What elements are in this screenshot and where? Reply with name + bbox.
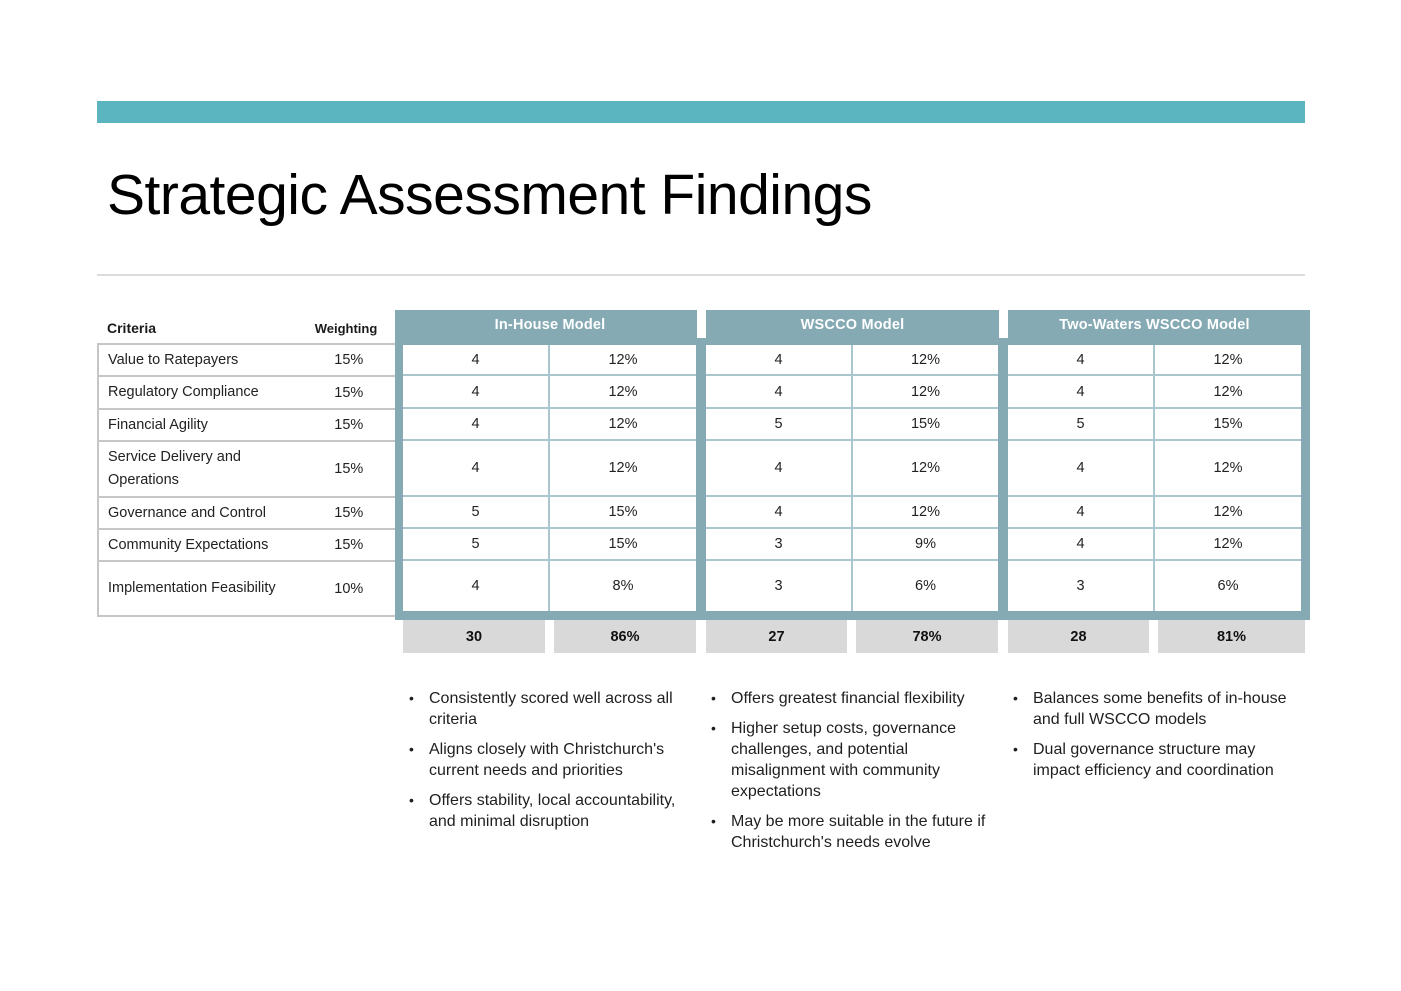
total-pct-two-waters: 81% bbox=[1158, 620, 1305, 653]
score-cell: 4 bbox=[706, 497, 853, 527]
criteria-name: Governance and Control bbox=[108, 504, 266, 521]
note-item bbox=[1011, 688, 1296, 730]
criteria-weight: 10% bbox=[334, 580, 364, 597]
model-table-wscco bbox=[706, 345, 998, 611]
criteria-row bbox=[99, 345, 395, 377]
score-cell: 4 bbox=[1008, 441, 1155, 495]
model-table-in-house bbox=[403, 345, 696, 611]
score-row bbox=[403, 376, 696, 409]
note-item bbox=[407, 790, 692, 832]
bullet-icon: • bbox=[409, 741, 414, 757]
weighted-cell: 12% bbox=[608, 460, 638, 476]
bullet-icon: • bbox=[409, 792, 414, 808]
criteria-weight: 15% bbox=[334, 417, 364, 433]
weighted-cell: 12% bbox=[1213, 351, 1243, 368]
criteria-weight: 15% bbox=[334, 537, 364, 553]
criteria-weight: 15% bbox=[334, 352, 364, 368]
bullet-icon: • bbox=[1013, 690, 1018, 706]
score-row bbox=[1008, 529, 1301, 561]
notes-in-house bbox=[407, 688, 692, 841]
score-row bbox=[1008, 376, 1301, 409]
header-gap bbox=[999, 310, 1008, 338]
weighted-cell: 6% bbox=[915, 578, 936, 594]
score-cell: 4 bbox=[1008, 376, 1155, 407]
criteria-row bbox=[99, 377, 395, 410]
bullet-icon: • bbox=[1013, 741, 1018, 757]
score-cell: 4 bbox=[403, 441, 550, 495]
title-divider bbox=[97, 274, 1305, 276]
notes-wscco bbox=[709, 688, 994, 862]
score-row bbox=[403, 409, 696, 441]
criteria-row bbox=[99, 562, 395, 617]
criteria-header: Criteria bbox=[107, 320, 157, 336]
model-header-in-house: In-House Model bbox=[494, 316, 606, 333]
score-row bbox=[403, 345, 696, 376]
weighted-cell: 12% bbox=[910, 460, 941, 476]
score-cell: 4 bbox=[1008, 529, 1155, 559]
bullet-icon: • bbox=[711, 720, 716, 736]
score-cell: 3 bbox=[706, 529, 853, 559]
score-row bbox=[706, 497, 998, 529]
criteria-name: Financial Agility bbox=[108, 416, 208, 433]
weighted-cell: 12% bbox=[1213, 504, 1243, 520]
score-cell: 4 bbox=[706, 376, 853, 407]
score-row bbox=[706, 441, 998, 497]
criteria-name: Community Expectations bbox=[108, 536, 269, 553]
weighted-cell: 12% bbox=[1213, 383, 1243, 400]
bullet-icon: • bbox=[409, 690, 414, 706]
score-row bbox=[1008, 441, 1301, 497]
weighted-cell: 12% bbox=[608, 351, 638, 368]
note-text: Aligns closely with Christchurch's current needs and priorities bbox=[429, 741, 665, 779]
weighted-cell: 12% bbox=[608, 383, 638, 400]
score-row bbox=[1008, 561, 1301, 611]
note-text: Consistently scored well across all criteria bbox=[429, 690, 673, 728]
score-cell: 4 bbox=[706, 441, 853, 495]
bullet-icon: • bbox=[711, 813, 716, 829]
note-text: Offers greatest financial flexibility bbox=[731, 690, 965, 707]
weighting-header: Weighting bbox=[314, 320, 378, 336]
score-cell: 4 bbox=[1008, 497, 1155, 527]
weighted-cell: 12% bbox=[910, 383, 941, 400]
score-row bbox=[706, 529, 998, 561]
total-score-in-house: 30 bbox=[403, 620, 545, 653]
criteria-row bbox=[99, 530, 395, 562]
note-item bbox=[1011, 739, 1296, 781]
total-pct-in-house: 86% bbox=[554, 620, 696, 653]
score-row bbox=[706, 409, 998, 441]
model-header-wscco: WSCCO Model bbox=[800, 316, 905, 333]
weighted-cell: 12% bbox=[910, 504, 941, 520]
criteria-name: Regulatory Compliance bbox=[108, 384, 259, 400]
page-title: Strategic Assessment Findings bbox=[107, 163, 872, 227]
total-score-wscco: 27 bbox=[706, 620, 847, 653]
note-text: Offers stability, local accountability, and minimal disruption bbox=[429, 792, 676, 830]
note-item bbox=[709, 718, 994, 802]
score-cell: 4 bbox=[403, 409, 550, 439]
header-gap bbox=[697, 310, 706, 338]
criteria-weight: 15% bbox=[334, 505, 364, 521]
weighted-cell: 15% bbox=[608, 536, 638, 552]
note-item bbox=[407, 739, 692, 781]
note-text: Dual governance structure may impact efficiency and coordination bbox=[1033, 741, 1274, 779]
score-row bbox=[1008, 345, 1301, 376]
weighted-cell: 12% bbox=[1213, 536, 1243, 552]
score-cell: 4 bbox=[1008, 345, 1155, 374]
weighted-cell: 12% bbox=[1213, 460, 1243, 476]
note-text: Balances some benefits of in-house and full WSCCO models bbox=[1033, 690, 1287, 728]
weighted-cell: 12% bbox=[608, 416, 638, 432]
weighted-cell: 6% bbox=[1217, 578, 1239, 594]
score-cell: 5 bbox=[706, 409, 853, 439]
score-row bbox=[706, 561, 998, 611]
score-cell: 5 bbox=[403, 529, 550, 559]
score-row bbox=[706, 345, 998, 376]
score-cell: 5 bbox=[403, 497, 550, 527]
criteria-name: Service Delivery and Operations bbox=[108, 449, 241, 488]
score-cell: 4 bbox=[403, 561, 550, 611]
score-cell: 3 bbox=[706, 561, 853, 611]
score-row bbox=[1008, 497, 1301, 529]
bullet-icon: • bbox=[711, 690, 716, 706]
weighted-cell: 15% bbox=[608, 504, 638, 520]
note-text: Higher setup costs, governance challenges, and potential misalignment with community expectations bbox=[731, 720, 957, 800]
weighted-cell: 9% bbox=[915, 536, 936, 552]
score-cell: 4 bbox=[403, 345, 550, 374]
criteria-row bbox=[99, 410, 395, 442]
score-cell: 4 bbox=[706, 345, 853, 374]
total-pct-wscco: 78% bbox=[856, 620, 998, 653]
score-row bbox=[403, 497, 696, 529]
weighted-cell: 15% bbox=[910, 416, 941, 432]
model-header-two-waters: Two-Waters WSCCO Model bbox=[1059, 316, 1250, 333]
criteria-weight: 15% bbox=[334, 384, 364, 401]
note-item bbox=[709, 811, 994, 853]
weighted-cell: 8% bbox=[612, 578, 634, 594]
note-item bbox=[709, 688, 994, 709]
score-row bbox=[403, 529, 696, 561]
score-cell: 3 bbox=[1008, 561, 1155, 611]
score-row bbox=[1008, 409, 1301, 441]
score-row bbox=[403, 561, 696, 611]
score-cell: 5 bbox=[1008, 409, 1155, 439]
accent-bar bbox=[97, 101, 1305, 123]
score-row bbox=[706, 376, 998, 409]
criteria-row bbox=[99, 442, 395, 498]
note-text: May be more suitable in the future if Christchurch's needs evolve bbox=[731, 813, 986, 851]
weighted-cell: 12% bbox=[910, 351, 941, 368]
criteria-name: Implementation Feasibility bbox=[108, 580, 276, 596]
criteria-row bbox=[99, 498, 395, 530]
total-score-two-waters: 28 bbox=[1008, 620, 1149, 653]
criteria-name: Value to Ratepayers bbox=[108, 351, 239, 368]
notes-two-waters bbox=[1011, 688, 1296, 790]
weighted-cell: 15% bbox=[1213, 416, 1243, 432]
score-cell: 4 bbox=[403, 376, 550, 407]
model-table-two-waters bbox=[1008, 345, 1301, 611]
note-item bbox=[407, 688, 692, 730]
score-row bbox=[403, 441, 696, 497]
criteria-table bbox=[97, 343, 395, 617]
criteria-weight: 15% bbox=[334, 461, 364, 477]
